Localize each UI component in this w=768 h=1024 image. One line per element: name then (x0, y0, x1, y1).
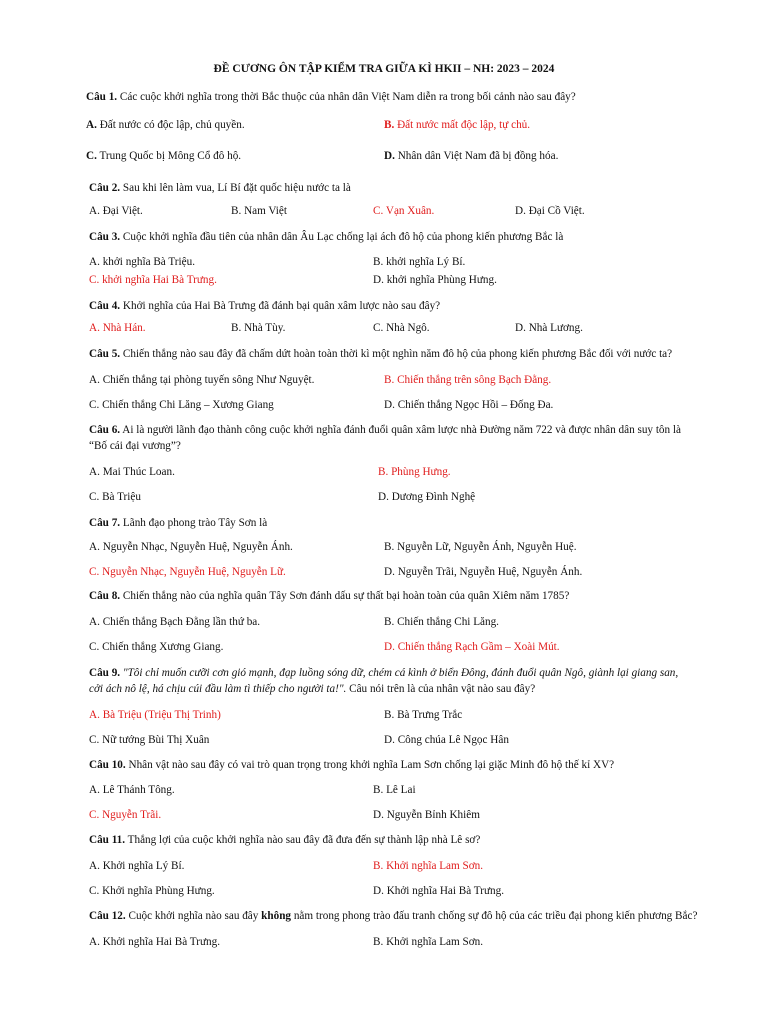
option-9d: D. Công chúa Lê Ngọc Hân (384, 734, 509, 746)
option-9c: C. Nữ tướng Bùi Thị Xuân (89, 734, 210, 746)
quote-text: "Tôi chỉ muốn cưỡi cơn gió mạnh, đạp luồng sóng dữ, chém cá kình ở biển Đông, đánh đuổi quân Ngô, giành lại giang san, cởi ách nô lệ, há chịu cúi đầu làm tì thiếp cho người ta!". (89, 667, 679, 695)
option-8d: D. Chiến thắng Rạch Gầm – Xoài Mút. (384, 641, 560, 653)
question-10: Câu 10. Nhân vật nào sau đây có vai trò quan trọng trong khởi nghĩa Lam Sơn chống lại giặc Minh đô hộ thế kỉ XV? (89, 759, 615, 771)
option-4b: B. Nhà Tùy. (231, 322, 286, 334)
option-3b: B. khởi nghĩa Lý Bí. (373, 256, 466, 268)
option-11a: A. Khởi nghĩa Lý Bí. (89, 860, 185, 872)
option-7d: D. Nguyễn Trãi, Nguyễn Huệ, Nguyễn Ánh. (384, 566, 583, 578)
question-4: Câu 4. Khởi nghĩa của Hai Bà Trưng đã đánh bại quân xâm lược nào sau đây? (89, 300, 441, 312)
option-1c: C. Trung Quốc bị Mông Cổ đô hộ. (86, 150, 242, 162)
option-1b: B. Đất nước mất độc lập, tự chủ. (384, 119, 531, 131)
option-7c: C. Nguyễn Nhạc, Nguyễn Huệ, Nguyễn Lữ. (89, 566, 286, 578)
option-10b: B. Lê Lai (373, 784, 416, 796)
option-5d: D. Chiến thắng Ngọc Hồi – Đống Đa. (384, 399, 554, 411)
option-2b: B. Nam Việt (231, 205, 287, 217)
option-12a: A. Khởi nghĩa Hai Bà Trưng. (89, 936, 221, 948)
option-3a: A. khởi nghĩa Bà Triệu. (89, 256, 196, 268)
question-5: Câu 5. Chiến thắng nào sau đây đã chấm dứt hoàn toàn thời kì một nghìn năm đô hộ của phong kiến phương Bắc đối với nước ta? (89, 348, 673, 360)
question-2: Câu 2. Sau khi lên làm vua, Lí Bí đặt quốc hiệu nước ta là (89, 182, 351, 194)
option-2a: A. Đại Việt. (89, 205, 143, 217)
option-3c: C. khởi nghĩa Hai Bà Trưng. (89, 274, 217, 286)
option-11d: D. Khởi nghĩa Hai Bà Trưng. (373, 885, 505, 897)
option-6d: D. Dương Đình Nghệ (378, 491, 476, 503)
option-6a: A. Mai Thúc Loan. (89, 466, 175, 478)
question-12: Câu 12. Cuộc khởi nghĩa nào sau đây không nằm trong phong trào đấu tranh chống sự đô hộ của các triều đại phong kiến phương Bắc? (89, 910, 698, 922)
option-1d: D. Nhân dân Việt Nam đã bị đồng hóa. (384, 150, 559, 162)
question-9: Câu 9. "Tôi chỉ muốn cưỡi cơn gió mạnh, đạp luồng sóng dữ, chém cá kình ở biển Đông, đánh đuổi quân Ngô, giành lại giang san, cởi ách nô lệ, há chịu cúi đầu làm tì thiếp cho người ta!". Câu nói trên là của nhân vật nào sau đây? (89, 667, 679, 695)
option-5c: C. Chiến thắng Chi Lăng – Xương Giang (89, 399, 274, 411)
question-8: Câu 8. Chiến thắng nào của nghĩa quân Tây Sơn đánh dấu sự thất bại hoàn toàn của quân Xiêm năm 1785? (89, 590, 570, 602)
option-9b: B. Bà Trưng Trắc (384, 709, 463, 721)
option-10d: D. Nguyễn Bỉnh Khiêm (373, 809, 480, 821)
option-10c: C. Nguyễn Trãi. (89, 809, 162, 821)
option-10a: A. Lê Thánh Tông. (89, 784, 175, 796)
option-7b: B. Nguyễn Lữ, Nguyễn Ánh, Nguyễn Huệ. (384, 541, 577, 553)
option-12b: B. Khởi nghĩa Lam Sơn. (373, 936, 484, 948)
question-1 (86, 89, 696, 105)
option-9a: A. Bà Triệu (Triệu Thị Trinh) (89, 709, 221, 721)
option-11b: B. Khởi nghĩa Lam Sơn. (373, 860, 484, 872)
option-1a: A. Đất nước có độc lập, chủ quyền. (86, 119, 245, 131)
option-6b: B. Phùng Hưng. (378, 466, 451, 478)
option-5a: A. Chiến thắng tại phòng tuyến sông Như Nguyệt. (89, 374, 315, 386)
option-2c: C. Vạn Xuân. (373, 205, 435, 217)
emphasis-not: không (261, 910, 292, 922)
question-text: Các cuộc khởi nghĩa trong thời Bắc thuộc của nhân dân Việt Nam diễn ra trong bối cảnh nào sau đây? (117, 91, 576, 103)
option-6c: C. Bà Triệu (89, 491, 141, 503)
option-11c: C. Khởi nghĩa Phùng Hưng. (89, 885, 215, 897)
option-3d: D. khởi nghĩa Phùng Hưng. (373, 274, 497, 286)
question-6: Câu 6. Ai là người lãnh đạo thành công cuộc khởi nghĩa đánh đuổi quân xâm lược nhà Đường năm 722 và được nhân dân suy tôn là “Bố cái đại vương”? (89, 424, 681, 452)
question-7: Câu 7. Lãnh đạo phong trào Tây Sơn là (89, 517, 268, 529)
option-7a: A. Nguyễn Nhạc, Nguyễn Huệ, Nguyễn Ánh. (89, 541, 293, 553)
option-4c: C. Nhà Ngô. (373, 322, 430, 334)
option-8c: C. Chiến thắng Xương Giang. (89, 641, 224, 653)
option-8a: A. Chiến thắng Bạch Đằng lần thứ ba. (89, 616, 261, 628)
option-8b: B. Chiến thắng Chi Lăng. (384, 616, 499, 628)
question-11: Câu 11. Thắng lợi của cuộc khởi nghĩa nào sau đây đã đưa đến sự thành lập nhà Lê sơ? (89, 834, 481, 846)
question-3: Câu 3. Cuộc khởi nghĩa đầu tiên của nhân dân Âu Lạc chống lại ách đô hộ của phong kiến phương Bắc là (89, 231, 564, 243)
option-2d: D. Đại Cồ Việt. (515, 205, 585, 217)
option-4a: A. Nhà Hán. (89, 322, 146, 334)
option-4d: D. Nhà Lương. (515, 322, 583, 334)
option-5b: B. Chiến thắng trên sông Bạch Đằng. (384, 374, 552, 386)
document-title: ĐỀ CƯƠNG ÔN TẬP KIỂM TRA GIỮA KÌ HKII – NH: 2023 – 2024 (213, 63, 555, 75)
question-number: Câu 1. (86, 91, 118, 103)
